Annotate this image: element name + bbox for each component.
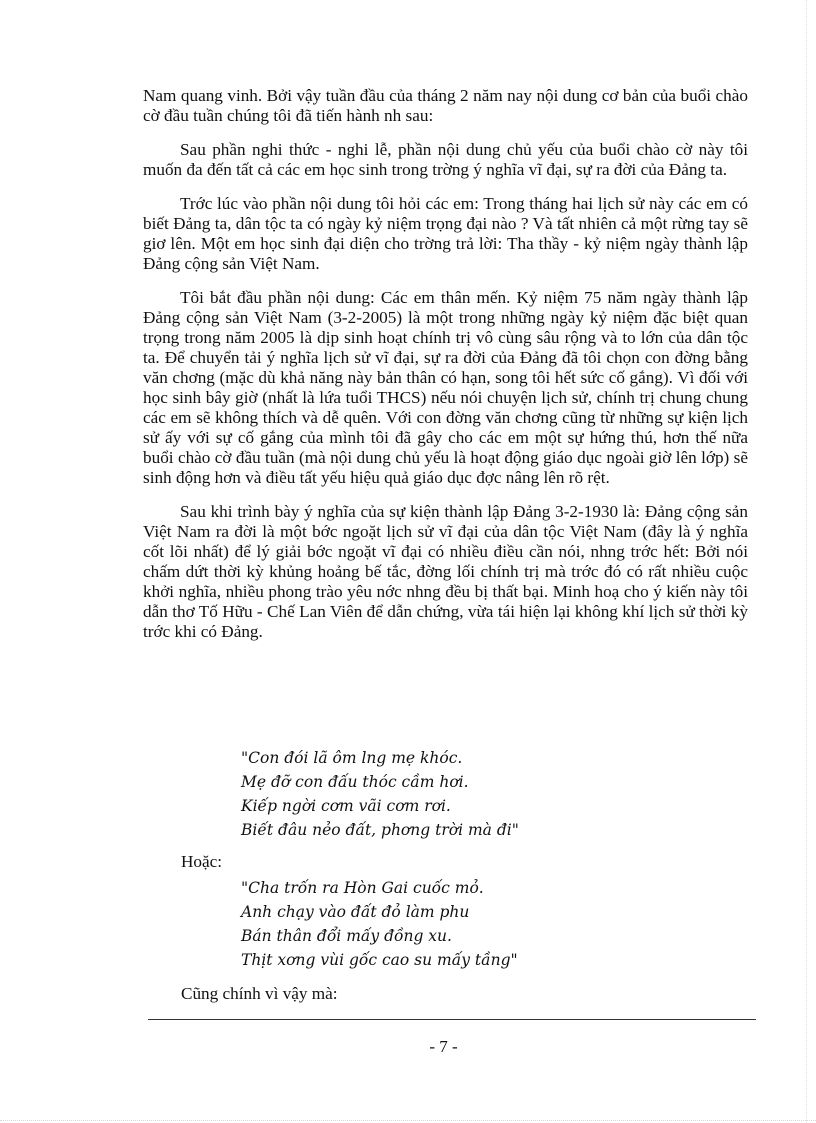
page-number: - 7 - [429,1037,458,1056]
page-edge-bottom [0,1120,816,1121]
body-text [143,86,748,656]
closing-line: Cũng chính vì vậy mà: [181,984,338,1003]
poem-line: Kiếp ngời cơm vãi cơm rơi. [241,797,451,815]
poem-line: "Con đói lã ôm lng mẹ khóc. [241,749,463,767]
poem-line: Mẹ đỡ con đấu thóc cầm hơi. [241,773,469,791]
poem-line: Biết đâu nẻo đất, phơng trời mà đi" [241,821,519,839]
paragraph: Sau phần nghi thức - nghi lễ, phần nội dung chủ yếu của buổi chào cờ này tôi muốn đa đến tất cả các em học sinh trong trờng ý nghĩa vĩ đại, sự ra đời của Đảng ta. [143,140,748,179]
poem-quote-1 [241,746,519,842]
poem-line: Thịt xơng vùi gốc cao su mấy tầng" [241,951,518,969]
footer-rule [148,1019,756,1020]
paragraph: Tôi bắt đầu phần nội dung: Các em thân mến. Kỷ niệm 75 năm ngày thành lập Đảng cộng sản Việt Nam (3-2-2005) là một trong những ngày kỷ niệm đặc biệt quan trọng trong năm 2005 là dịp sinh hoạt chính trị vô cùng sâu rộng và to lớn của dân tộc ta. Để chuyển tải ý nghĩa lịch sử vĩ đại, sự ra đời của Đảng đã tôi chọn con đờng bằng văn chơng (mặc dù khả năng này bản thân có hạn, song tôi hết sức cố gắng). Vì đối với học sinh bây giờ (nhất là lứa tuổi THCS) nếu nói chuyện lịch sử, chính trị chung chung các em sẽ không thích và dễ quên. Với con đờng văn chơng cũng từ những sự kiện lịch sử ấy với sự cố gắng của mình tôi đã gây cho các em một sự hứng thú, hơn thế nữa buổi chào cờ đầu tuần (mà nội dung chủ yếu là hoạt động giáo dục ngoài giờ lên lớp) sẽ sinh động hơn và điều tất yếu hiệu quả giáo dục đợc nâng lên rõ rệt. [143,288,748,487]
page-edge-right [806,0,807,1123]
paragraph-continuation: Nam quang vinh. Bởi vậy tuần đầu của tháng 2 năm nay nội dung cơ bản của buổi chào cờ đầu tuần chúng tôi đã tiến hành nh sau: [143,86,748,125]
paragraph: Trớc lúc vào phần nội dung tôi hỏi các em: Trong tháng hai lịch sử này các em có biết Đảng ta, dân tộc ta có ngày kỷ niệm trọng đại nào ? Và tất nhiên cả một rừng tay sẽ giơ lên. Một em học sinh đại diện cho trờng trả lời: Tha thầy - kỷ niệm ngày thành lập Đảng cộng sản Việt Nam. [143,194,748,273]
poem-line: "Cha trốn ra Hòn Gai cuốc mỏ. [241,879,484,897]
poem-line: Anh chạy vào đất đỏ làm phu [241,903,470,921]
poem-quote-2 [241,876,518,972]
poem-line: Bán thân đổi mấy đồng xu. [241,927,452,945]
connector-text: Hoặc: [181,852,223,871]
paragraph: Sau khi trình bày ý nghĩa của sự kiện thành lập Đảng 3-2-1930 là: Đảng cộng sản Việt Nam ra đời là một bớc ngoặt lịch sử vĩ đại của dân tộc Việt Nam (đây là ý nghĩa cốt lõi nhất) để lý giải bớc ngoặt vĩ đại có nhiều điều cần nói, nhng trớc hết: Bởi nói chấm dứt thời kỳ khủng hoảng bế tắc, đờng lối chính trị mà trớc đó có rất nhiều cuộc khởi nghĩa, nhiều phong trào yêu nớc nhng đều bị thất bại. Minh hoạ cho ý kiến này tôi dẫn thơ Tố Hữu - Chế Lan Viên để dẫn chứng, vừa tái hiện lại không khí lịch sử thời kỳ trớc khi có Đảng. [143,502,748,641]
